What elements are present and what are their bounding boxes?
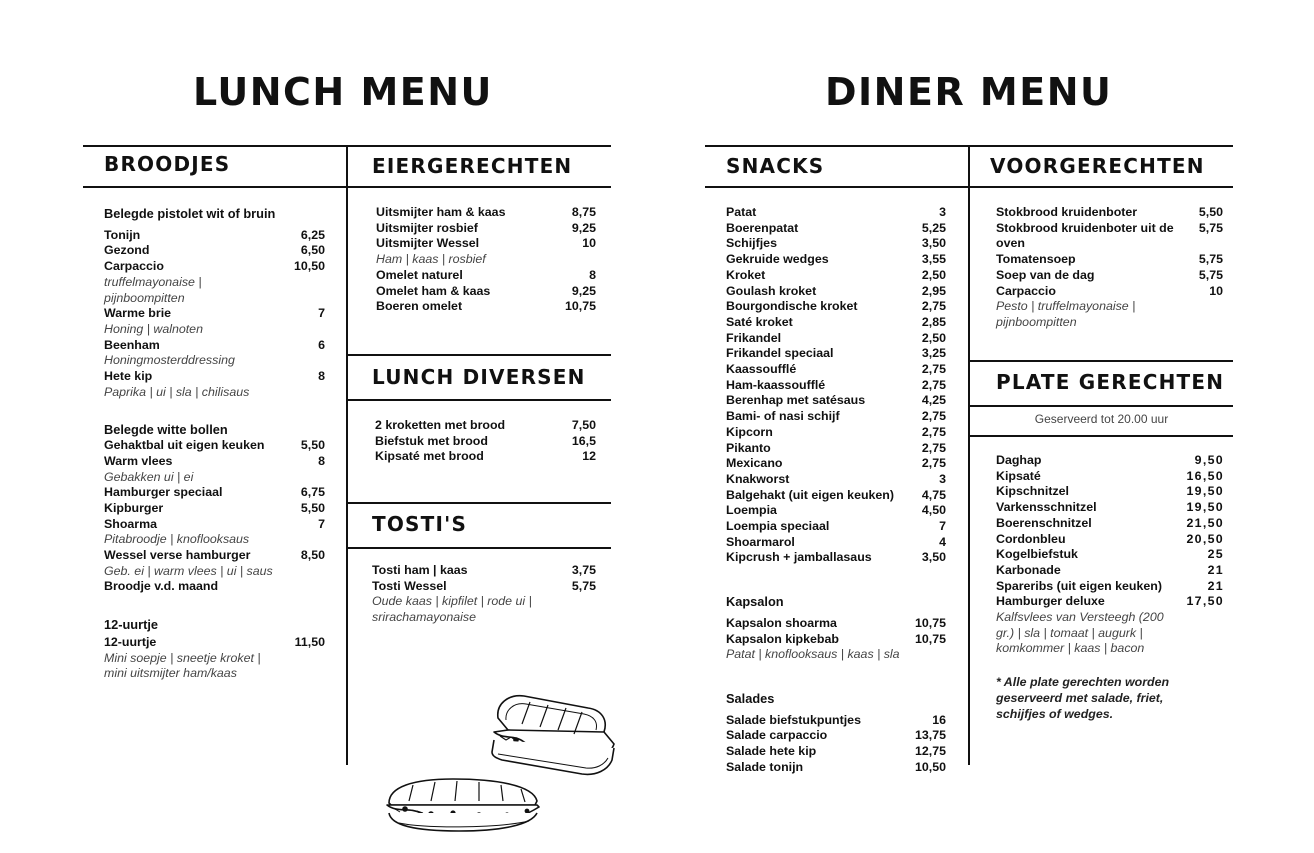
menu-item (996, 469, 1224, 485)
menu-item (726, 315, 946, 331)
item-name: Wessel verse hamburger (104, 548, 251, 563)
item-price: 10,50 (914, 759, 946, 774)
item-name: Saté kroket (726, 314, 793, 329)
menu-item (726, 760, 946, 776)
menu-item (104, 228, 325, 244)
menu-item (726, 378, 946, 394)
item-price: 16 (932, 712, 946, 727)
item-name: Cordonbleu (996, 531, 1066, 546)
menu-item (375, 449, 596, 465)
item-price: 3 (939, 471, 946, 486)
menu-item (104, 454, 325, 470)
item-price: 25 (1207, 547, 1224, 562)
item-price: 13,75 (914, 728, 946, 743)
item-name: Berenhap met satésaus (726, 393, 866, 408)
item-name: Omelet naturel (376, 267, 463, 282)
item-name: Kaassoufflé (726, 362, 797, 377)
item-price: 12 (582, 449, 596, 464)
item-price: 5,50 (1198, 205, 1223, 219)
item-name: Kroket (726, 267, 766, 282)
menu-item (726, 632, 946, 648)
menu-item (376, 205, 596, 221)
item-price: 3,75 (571, 563, 596, 577)
menu-item (376, 236, 596, 252)
group-heading: Salades (726, 690, 775, 706)
menu-item (996, 205, 1223, 221)
item-name: Spareribs (uit eigen keuken) (996, 578, 1162, 593)
item-price: 12,75 (914, 744, 946, 759)
menu-item (726, 236, 946, 252)
menu-item (104, 635, 325, 651)
menu-item (996, 500, 1224, 516)
item-price: 5,75 (1198, 252, 1223, 267)
item-price: 8,50 (300, 548, 325, 563)
item-price: 10 (1209, 283, 1223, 298)
item-name: Omelet ham & kaas (376, 283, 491, 298)
item-price: 2,75 (921, 377, 946, 392)
menu-item (726, 409, 946, 425)
item-name: Daghap (996, 453, 1042, 467)
item-name: Hete kip (104, 369, 153, 384)
divider (968, 145, 970, 765)
menu-item (996, 563, 1224, 579)
item-price: 2,75 (921, 362, 946, 377)
item-name: Boeren omelet (376, 299, 463, 314)
item-price: 5,25 (921, 220, 946, 235)
item-price: 7 (939, 519, 946, 534)
item-name: Patat (726, 205, 757, 219)
menu-item (726, 331, 946, 347)
item-price: 10,75 (564, 299, 596, 314)
divider (968, 405, 1233, 407)
menu-item (726, 550, 946, 566)
item-price: 3 (939, 205, 946, 219)
item-price: 6,25 (300, 227, 325, 242)
item-name: Schijfjes (726, 236, 777, 251)
item-name: Bami- of nasi schijf (726, 409, 840, 424)
divider (968, 435, 1233, 437)
item-price: 16,50 (1186, 468, 1224, 483)
item-name: Gehaktbal uit eigen keuken (104, 438, 265, 453)
item-note: Paprika | ui | sla | chilisaus (104, 384, 250, 399)
item-price: 16,5 (571, 433, 596, 448)
menu-item (376, 268, 596, 284)
item-price: 7 (318, 516, 325, 531)
menu-item (996, 252, 1223, 268)
tostis-list (372, 563, 596, 626)
menu-item (726, 441, 946, 457)
item-price: 11,50 (294, 634, 325, 649)
item-name: Kogelbiefstuk (996, 547, 1078, 562)
section-title-eiergerechten: EIERGERECHTEN (372, 154, 573, 178)
item-name: Kipcorn (726, 424, 773, 439)
item-name: Kipcrush + jamballasaus (726, 550, 872, 565)
item-price (319, 579, 325, 595)
item-name: Pikanto (726, 440, 771, 455)
menu-item (104, 338, 325, 354)
item-price: 9,25 (571, 220, 596, 235)
menu-item (726, 284, 946, 300)
item-note: Gebakken ui | ei (104, 469, 194, 484)
item-name: Stokbrood kruidenboter (996, 205, 1138, 219)
divider (968, 360, 1233, 362)
item-price: 8,75 (571, 205, 596, 219)
menu-item (376, 221, 596, 237)
item-name: Hamburger speciaal (104, 485, 223, 500)
item-name: Carpaccio (104, 259, 164, 274)
menu-item (104, 517, 325, 533)
divider (346, 547, 611, 549)
item-name: Biefstuk met brood (375, 433, 488, 448)
item-note: Oude kaas | kipfilet | rode ui | srirachamayonaise (372, 594, 532, 625)
menu-item (726, 221, 946, 237)
group-heading: Kapsalon (726, 594, 784, 610)
item-price: 2,75 (921, 424, 946, 439)
menu-item (372, 563, 596, 579)
menu-item (726, 456, 946, 472)
menu-item (996, 594, 1224, 610)
item-price: 5,75 (1198, 267, 1223, 282)
menu-item (726, 488, 946, 504)
item-price: 4,25 (921, 393, 946, 408)
item-name: Kapsalon shoarma (726, 615, 837, 630)
menu-item (726, 205, 946, 221)
footnote: * Alle plate gerechten worden geserveerd met salade, friet, schijfjes of wedges. (996, 675, 1170, 721)
item-price: 10,50 (293, 259, 325, 274)
item-name: Salade biefstukpuntjes (726, 712, 861, 727)
sub-sandwich-illustration (383, 775, 543, 835)
item-price: 6,50 (300, 243, 325, 258)
item-name: 2 kroketten met brood (375, 418, 506, 432)
menu-item (104, 306, 325, 322)
item-name: Stokbrood kruidenboter uit de oven (996, 220, 1174, 251)
item-name: Soep van de dag (996, 267, 1095, 282)
section-title-plate-gerechten: PLATE GERECHTEN (996, 370, 1225, 394)
item-price: 17,50 (1186, 594, 1224, 609)
item-name: Tonijn (104, 227, 141, 242)
menu-item (104, 548, 325, 564)
item-name: Kipburger (104, 500, 164, 515)
menu-item (996, 284, 1223, 300)
item-note: Pitabroodje | knoflooksaus (104, 532, 250, 547)
section-title-snacks: SNACKS (726, 154, 825, 178)
menu-item (996, 516, 1224, 532)
menu-item (104, 501, 325, 517)
item-price: 3,50 (921, 236, 946, 251)
item-name: Kipschnitzel (996, 484, 1069, 499)
item-price: 2,50 (921, 267, 946, 282)
item-name: Uitsmijter ham & kaas (376, 205, 506, 219)
item-note: Kalfsvlees van Versteegh (200 gr.) | sla | tomaat | augurk | komkommer | kaas | bacon (996, 610, 1164, 656)
menu-item (104, 579, 325, 595)
menu-item (726, 535, 946, 551)
menu-item (996, 268, 1223, 284)
menu-item (376, 299, 596, 315)
item-price: 21 (1207, 578, 1224, 593)
menu-item (996, 579, 1224, 595)
item-name: Boerenschnitzel (996, 515, 1092, 530)
item-name: Broodje v.d. maand (104, 579, 219, 594)
item-price: 7 (318, 306, 325, 321)
item-price: 6 (318, 337, 325, 352)
item-price: 21 (1207, 562, 1224, 577)
item-note: Honing | walnoten (104, 321, 203, 336)
item-note: Ham | kaas | rosbief (376, 252, 486, 267)
item-name: Boerenpatat (726, 220, 799, 235)
menu-item (375, 418, 596, 434)
item-note: truffelmayonaise | pijnboompitten (104, 274, 202, 305)
item-price: 2,50 (921, 330, 946, 345)
menu-item (726, 252, 946, 268)
item-name: Gekruide wedges (726, 252, 829, 267)
item-price: 8 (318, 453, 325, 468)
item-price: 2,95 (921, 283, 946, 298)
item-name: Tosti Wessel (372, 578, 447, 593)
item-name: Salade hete kip (726, 744, 817, 759)
menu-item (726, 472, 946, 488)
menu-item (104, 259, 325, 275)
snacks-list (726, 205, 946, 776)
item-name: Karbonade (996, 562, 1061, 577)
menu-item (726, 503, 946, 519)
item-price: 8 (589, 267, 596, 282)
eiergerechten-list (376, 205, 596, 315)
divider (346, 354, 611, 356)
menu-item (726, 519, 946, 535)
diner-menu-title: DINER MENU (825, 70, 1113, 114)
item-price: 10 (582, 236, 596, 251)
item-name: Warm vlees (104, 453, 173, 468)
item-price: 5,75 (571, 578, 596, 593)
item-price: 4,75 (921, 487, 946, 502)
menu-item (726, 713, 946, 729)
menu-item (996, 484, 1224, 500)
menu-item (375, 434, 596, 450)
item-name: Kipsaté (996, 468, 1041, 483)
item-note: Mini soepje | sneetje kroket | mini uitsmijter ham/kaas (104, 650, 261, 681)
item-price: 20,50 (1186, 531, 1224, 546)
broodjes-list (104, 206, 325, 682)
menu-item (726, 393, 946, 409)
item-price: 2,85 (921, 314, 946, 329)
item-name: Uitsmijter Wessel (376, 236, 480, 251)
item-name: Loempia speciaal (726, 519, 830, 534)
item-name: Ham-kaassoufflé (726, 377, 826, 392)
menu-item (104, 369, 325, 385)
item-name: Frikandel speciaal (726, 346, 834, 361)
item-name: Bourgondische kroket (726, 299, 858, 314)
menu-item (726, 744, 946, 760)
item-price: 2,75 (921, 299, 946, 314)
lunch-menu-title: LUNCH MENU (193, 70, 493, 114)
item-price: 6,75 (300, 485, 325, 500)
item-name: 12-uurtje (104, 634, 157, 649)
item-name: Balgehakt (uit eigen keuken) (726, 487, 894, 502)
item-name: Salade tonijn (726, 759, 804, 774)
menu-item (372, 579, 596, 595)
menu-item (996, 547, 1224, 563)
menu-item (726, 425, 946, 441)
item-price: 2,75 (921, 440, 946, 455)
section-title-broodjes: BROODJES (104, 152, 231, 176)
item-name: Knakworst (726, 471, 790, 486)
item-price: 3,55 (921, 252, 946, 267)
plate-gerechten-list (996, 453, 1224, 722)
item-name: Shoarma (104, 516, 158, 531)
item-name: Gezond (104, 243, 150, 258)
menu-item (726, 346, 946, 362)
item-price: 10,75 (914, 615, 946, 630)
item-price: 3,25 (921, 346, 946, 361)
item-price: 3,50 (921, 550, 946, 565)
menu-item (726, 299, 946, 315)
item-name: Uitsmijter rosbief (376, 220, 478, 235)
item-price: 5,50 (300, 500, 325, 515)
item-note: Pesto | truffelmayonaise | pijnboompitten (996, 299, 1136, 329)
item-name: Loempia (726, 503, 777, 518)
section-title-lunch-diversen: LUNCH DIVERSEN (372, 365, 586, 389)
menu-item (104, 485, 325, 501)
item-price: 5,75 (1198, 220, 1223, 235)
section-title-tostis: TOSTI'S (372, 512, 468, 536)
menu-item (104, 438, 325, 454)
item-price: 8 (318, 369, 325, 384)
item-name: Salade carpaccio (726, 728, 828, 743)
item-name: Hamburger deluxe (996, 594, 1105, 609)
item-price: 19,50 (1186, 500, 1224, 515)
item-name: Tomatensoep (996, 252, 1076, 267)
item-name: Goulash kroket (726, 283, 817, 298)
section-title-voorgerechten: VOORGERECHTEN (990, 154, 1205, 178)
divider (346, 145, 348, 765)
menu-item (726, 268, 946, 284)
item-price: 2,75 (921, 409, 946, 424)
served-until-note: Geserveerd tot 20.00 uur (1034, 412, 1169, 426)
item-name: Kapsalon kipkebab (726, 631, 839, 646)
item-name: Kipsaté met brood (375, 449, 484, 464)
group-heading: Belegde witte bollen (104, 422, 228, 438)
item-price: 9,50 (1194, 453, 1224, 467)
item-name: Frikandel (726, 330, 782, 345)
item-note: Geb. ei | warm vlees | ui | saus (104, 563, 273, 578)
item-price: 21,50 (1186, 515, 1224, 530)
item-price: 10,75 (914, 631, 946, 646)
menu-item (104, 243, 325, 259)
toasted-sandwich-illustration (486, 690, 618, 785)
item-price: 19,50 (1186, 484, 1224, 499)
item-price: 9,25 (571, 283, 596, 298)
menu-item (726, 616, 946, 632)
group-heading: Belegde pistolet wit of bruin (104, 206, 276, 221)
divider (346, 502, 611, 504)
item-price: 5,50 (300, 438, 325, 453)
item-price: 4,50 (921, 503, 946, 518)
item-name: Mexicano (726, 456, 783, 471)
item-name: Beenham (104, 337, 160, 352)
menu-item (726, 728, 946, 744)
item-name: Warme brie (104, 306, 172, 321)
item-price: 4 (939, 534, 946, 549)
lunch-diversen-list (375, 418, 596, 465)
menu-item (376, 284, 596, 300)
item-price: 7,50 (571, 418, 596, 432)
menu-item (996, 453, 1224, 469)
item-note: Patat | knoflooksaus | kaas | sla (726, 647, 900, 662)
item-note: Honingmosterddressing (104, 353, 235, 368)
item-name: Tosti ham | kaas (372, 563, 468, 577)
menu-item (996, 221, 1223, 252)
menu-item (996, 532, 1224, 548)
item-name: Varkensschnitzel (996, 500, 1097, 515)
menu-item (726, 362, 946, 378)
group-heading: 12-uurtje (104, 617, 159, 633)
item-name: Shoarmarol (726, 534, 795, 549)
item-name: Carpaccio (996, 283, 1056, 298)
divider (346, 399, 611, 401)
item-price: 2,75 (921, 456, 946, 471)
voorgerechten-list (996, 205, 1223, 331)
